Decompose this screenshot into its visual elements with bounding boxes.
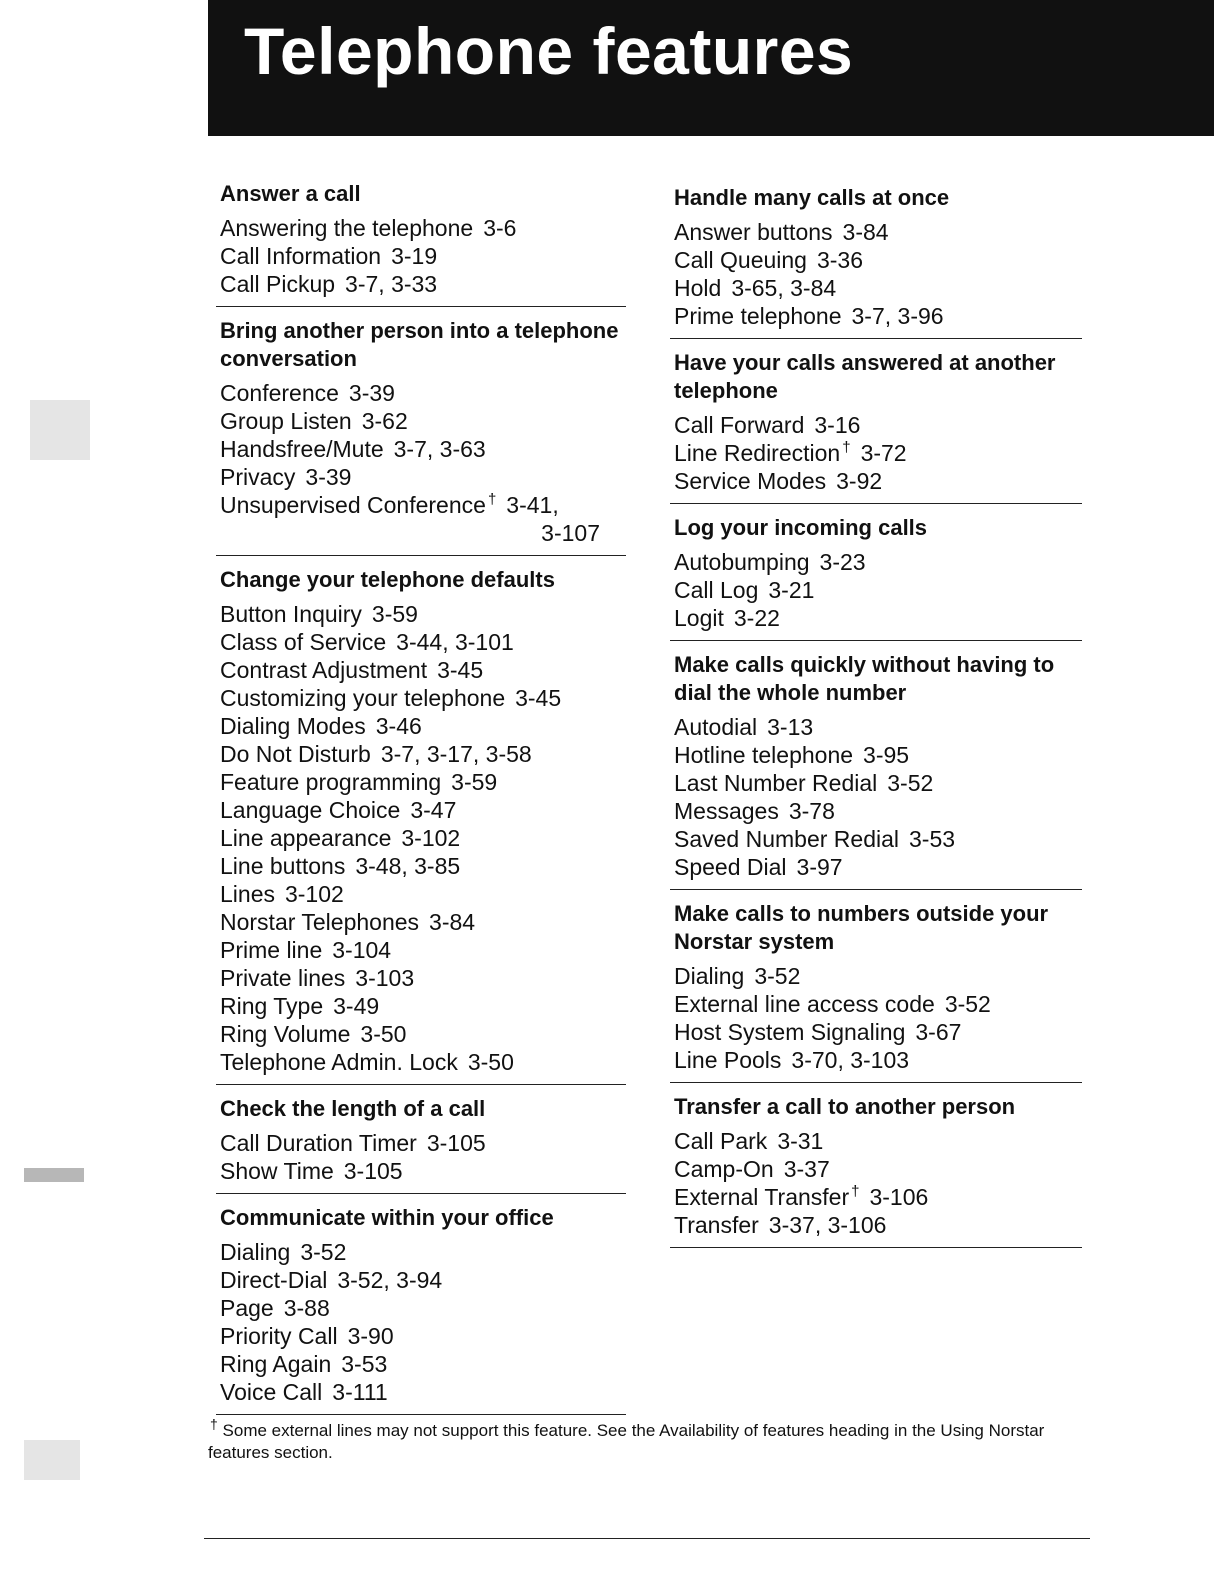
page-reference: 3-7, 3-33 <box>345 271 438 297</box>
page-reference: 3-105 <box>426 1130 486 1156</box>
feature-name: Call Duration Timer <box>220 1130 417 1156</box>
right-section <box>670 503 1082 640</box>
page-reference: 3-39 <box>305 464 352 490</box>
page-reference: 3-48, 3-85 <box>355 853 461 879</box>
page-reference: 3-46 <box>375 713 422 739</box>
feature-name: Conference <box>220 380 339 406</box>
page-reference: 3-59 <box>371 601 418 627</box>
feature-entry <box>674 604 1082 632</box>
page-reference: 3-88 <box>283 1295 330 1321</box>
feature-name: Unsupervised Conference <box>220 492 486 518</box>
feature-name: Ring Volume <box>220 1021 351 1047</box>
feature-name: Ring Again <box>220 1351 332 1377</box>
feature-entry <box>220 964 626 992</box>
feature-name: Line appearance <box>220 825 392 851</box>
feature-entry <box>220 908 626 936</box>
page-reference: 3-59 <box>451 769 498 795</box>
feature-entry <box>220 852 626 880</box>
page-reference: 3-106 <box>869 1184 929 1210</box>
feature-name: Lines <box>220 881 275 907</box>
page-reference: 3-7, 3-17, 3-58 <box>380 741 532 767</box>
footnote-text: Some external lines may not support this feature. See the Availability of features heading in the Using Norstar features section. <box>208 1421 1045 1462</box>
page-reference: 3-52 <box>887 770 934 796</box>
feature-name: Norstar Telephones <box>220 909 420 935</box>
page-reference: 3-52 <box>300 1239 347 1265</box>
feature-name: Line Redirection <box>674 440 841 466</box>
feature-name: Line buttons <box>220 853 346 879</box>
feature-name: Class of Service <box>220 629 387 655</box>
feature-name: Answering the telephone <box>220 215 474 241</box>
feature-entry <box>220 1350 626 1378</box>
feature-entry <box>674 274 1082 302</box>
feature-name: Autodial <box>674 714 758 740</box>
right-section <box>670 338 1082 503</box>
feature-entry <box>220 1294 626 1322</box>
feature-name: Ring Type <box>220 993 324 1019</box>
feature-name: Privacy <box>220 464 296 490</box>
feature-entry <box>220 656 626 684</box>
feature-name: Direct-Dial <box>220 1267 328 1293</box>
feature-name: Voice Call <box>220 1379 323 1405</box>
left-column <box>216 180 626 1415</box>
feature-entry <box>674 439 1082 467</box>
right-section <box>670 1082 1082 1247</box>
feature-entry <box>674 825 1082 853</box>
feature-name: Autobumping <box>674 549 810 575</box>
feature-entry <box>674 962 1082 990</box>
page-reference: 3-45 <box>437 657 484 683</box>
feature-entry <box>220 379 626 407</box>
feature-name: Speed Dial <box>674 854 787 880</box>
page-reference: 3-52, 3-94 <box>337 1267 443 1293</box>
page-reference: 3-92 <box>836 468 883 494</box>
section-heading: Make calls to numbers outside your Norstar system <box>674 901 1049 954</box>
right-column <box>670 184 1082 1248</box>
page-reference: 3-31 <box>777 1128 824 1154</box>
right-section <box>670 889 1082 1082</box>
feature-entry <box>674 990 1082 1018</box>
left-section <box>216 180 626 306</box>
feature-name: Call Forward <box>674 412 805 438</box>
feature-name: Hotline telephone <box>674 742 854 768</box>
page-reference: 3-105 <box>343 1158 403 1184</box>
feature-entry <box>674 769 1082 797</box>
feature-name: Priority Call <box>220 1323 338 1349</box>
page-reference: 3-97 <box>796 854 843 880</box>
page-reference: 3-21 <box>768 577 815 603</box>
feature-entry <box>674 302 1082 330</box>
dagger-mark: † <box>842 439 851 457</box>
left-section <box>216 1084 626 1193</box>
page-reference: 3-65, 3-84 <box>731 275 837 301</box>
feature-entry <box>220 1378 626 1406</box>
page-reference-continued: 3-107 <box>541 520 600 546</box>
page-reference: 3-53 <box>909 826 956 852</box>
page-reference: 3-19 <box>391 243 438 269</box>
feature-entry <box>674 1183 1082 1211</box>
page-reference: 3-84 <box>842 219 889 245</box>
title-banner <box>208 0 1214 136</box>
section-heading: Change your telephone defaults <box>220 567 555 592</box>
dagger-mark: † <box>487 491 497 509</box>
feature-entry <box>220 1129 626 1157</box>
page-reference: 3-78 <box>788 798 835 824</box>
feature-name: Group Listen <box>220 408 352 434</box>
feature-entry <box>674 1046 1082 1074</box>
feature-name: Dialing <box>220 1239 291 1265</box>
page-reference: 3-62 <box>361 408 408 434</box>
feature-name: Host System Signaling <box>674 1019 906 1045</box>
feature-name: Page <box>220 1295 274 1321</box>
feature-name: Prime line <box>220 937 323 963</box>
feature-entry <box>674 467 1082 495</box>
feature-name: Customizing your telephone <box>220 685 506 711</box>
feature-name: Logit <box>674 605 724 631</box>
feature-entry <box>674 1127 1082 1155</box>
feature-name: Camp-On <box>674 1156 774 1182</box>
feature-name: Do Not Disturb <box>220 741 371 767</box>
feature-entry <box>220 628 626 656</box>
page-reference: 3-39 <box>348 380 395 406</box>
footnote-symbol: † <box>210 1416 218 1433</box>
page-reference: 3-111 <box>332 1379 388 1405</box>
dagger-mark: † <box>851 1183 860 1201</box>
page-reference: 3-7, 3-96 <box>851 303 944 329</box>
footnote <box>208 1416 1068 1464</box>
feature-entry <box>220 740 626 768</box>
feature-entry <box>674 797 1082 825</box>
feature-entry <box>674 548 1082 576</box>
scan-speck <box>24 1168 84 1182</box>
feature-name: Transfer <box>674 1212 759 1238</box>
section-heading: Have your calls answered at another telephone <box>674 350 1056 403</box>
page-reference: 3-104 <box>332 937 392 963</box>
feature-name: Telephone Admin. Lock <box>220 1049 458 1075</box>
feature-name: Call Park <box>674 1128 768 1154</box>
page-reference: 3-103 <box>355 965 415 991</box>
page-reference: 3-52 <box>944 991 991 1017</box>
feature-name: Messages <box>674 798 779 824</box>
feature-entry <box>674 576 1082 604</box>
feature-name: Answer buttons <box>674 219 833 245</box>
left-section <box>216 1193 626 1414</box>
feature-name: Feature programming <box>220 769 442 795</box>
page-reference: 3-72 <box>860 440 907 466</box>
feature-name: Dialing Modes <box>220 713 366 739</box>
feature-entry <box>220 407 626 435</box>
page-title: Telephone features <box>244 14 854 88</box>
right-section <box>670 184 1082 338</box>
feature-entry <box>674 741 1082 769</box>
page-reference: 3-37, 3-106 <box>768 1212 887 1238</box>
feature-entry <box>220 435 626 463</box>
feature-entry <box>220 1048 626 1076</box>
feature-entry <box>220 270 626 298</box>
feature-name: Prime telephone <box>674 303 842 329</box>
section-heading: Log your incoming calls <box>674 515 928 540</box>
feature-name: Service Modes <box>674 468 827 494</box>
feature-entry <box>674 1018 1082 1046</box>
feature-name: Line Pools <box>674 1047 782 1073</box>
feature-entry <box>220 1266 626 1294</box>
bottom-rule <box>204 1538 1090 1539</box>
feature-name: Call Queuing <box>674 247 807 273</box>
feature-entry <box>220 463 626 491</box>
page-reference: 3-41, <box>506 492 559 518</box>
feature-entry <box>220 214 626 242</box>
scan-speck <box>24 1440 80 1480</box>
feature-entry <box>220 1157 626 1185</box>
section-heading: Bring another person into a telephone conversation <box>220 318 619 371</box>
feature-entry <box>220 242 626 270</box>
page-reference: 3-90 <box>347 1323 394 1349</box>
feature-name: External Transfer <box>674 1184 850 1210</box>
feature-entry <box>220 600 626 628</box>
section-heading: Make calls quickly without having to dial the whole number <box>674 652 1055 705</box>
feature-name: Call Information <box>220 243 382 269</box>
feature-name: Handsfree/Mute <box>220 436 384 462</box>
page-reference: 3-52 <box>754 963 801 989</box>
feature-name: Saved Number Redial <box>674 826 900 852</box>
feature-entry <box>674 713 1082 741</box>
section-heading: Check the length of a call <box>220 1096 486 1121</box>
feature-entry <box>220 1020 626 1048</box>
feature-name: External line access code <box>674 991 935 1017</box>
feature-entry <box>220 796 626 824</box>
feature-name: Last Number Redial <box>674 770 878 796</box>
page-reference: 3-50 <box>360 1021 407 1047</box>
page-reference: 3-47 <box>410 797 457 823</box>
feature-name: Button Inquiry <box>220 601 362 627</box>
left-section <box>216 555 626 1084</box>
page-reference: 3-95 <box>863 742 910 768</box>
feature-entry <box>220 992 626 1020</box>
feature-entry <box>220 491 626 519</box>
page-reference: 3-102 <box>401 825 461 851</box>
page-reference: 3-37 <box>783 1156 830 1182</box>
left-section <box>216 306 626 555</box>
feature-entry <box>674 853 1082 881</box>
section-heading: Answer a call <box>220 181 361 206</box>
feature-name: Call Log <box>674 577 759 603</box>
feature-name: Contrast Adjustment <box>220 657 428 683</box>
page-reference: 3-44, 3-101 <box>396 629 514 655</box>
section-heading: Handle many calls at once <box>674 185 950 210</box>
feature-name: Dialing <box>674 963 745 989</box>
feature-entry <box>220 684 626 712</box>
feature-entry <box>220 712 626 740</box>
feature-entry <box>220 880 626 908</box>
right-section <box>670 640 1082 889</box>
feature-entry <box>674 1155 1082 1183</box>
section-heading: Communicate within your office <box>220 1205 554 1230</box>
page-reference: 3-7, 3-63 <box>393 436 486 462</box>
page-reference: 3-67 <box>915 1019 962 1045</box>
page-reference: 3-53 <box>341 1351 388 1377</box>
feature-name: Hold <box>674 275 722 301</box>
page-reference: 3-102 <box>284 881 344 907</box>
feature-entry <box>220 1238 626 1266</box>
page-reference: 3-22 <box>733 605 780 631</box>
feature-name: Show Time <box>220 1158 334 1184</box>
feature-name: Call Pickup <box>220 271 336 297</box>
scan-speck <box>30 400 90 460</box>
page-reference: 3-50 <box>467 1049 514 1075</box>
page-reference: 3-70, 3-103 <box>791 1047 910 1073</box>
feature-name: Language Choice <box>220 797 401 823</box>
feature-entry <box>674 1211 1082 1239</box>
feature-entry <box>220 824 626 852</box>
feature-entry <box>674 246 1082 274</box>
page-reference: 3-6 <box>483 215 517 241</box>
feature-name: Private lines <box>220 965 346 991</box>
section-heading: Transfer a call to another person <box>674 1094 1016 1119</box>
feature-entry <box>220 936 626 964</box>
page-reference: 3-23 <box>819 549 866 575</box>
feature-entry <box>220 1322 626 1350</box>
page-reference: 3-84 <box>429 909 476 935</box>
page-reference: 3-45 <box>515 685 562 711</box>
page-reference: 3-16 <box>814 412 861 438</box>
page-reference: 3-13 <box>767 714 814 740</box>
feature-entry <box>674 218 1082 246</box>
page-reference: 3-36 <box>816 247 864 273</box>
feature-entry <box>220 768 626 796</box>
feature-entry <box>674 411 1082 439</box>
page-reference: 3-49 <box>333 993 380 1019</box>
